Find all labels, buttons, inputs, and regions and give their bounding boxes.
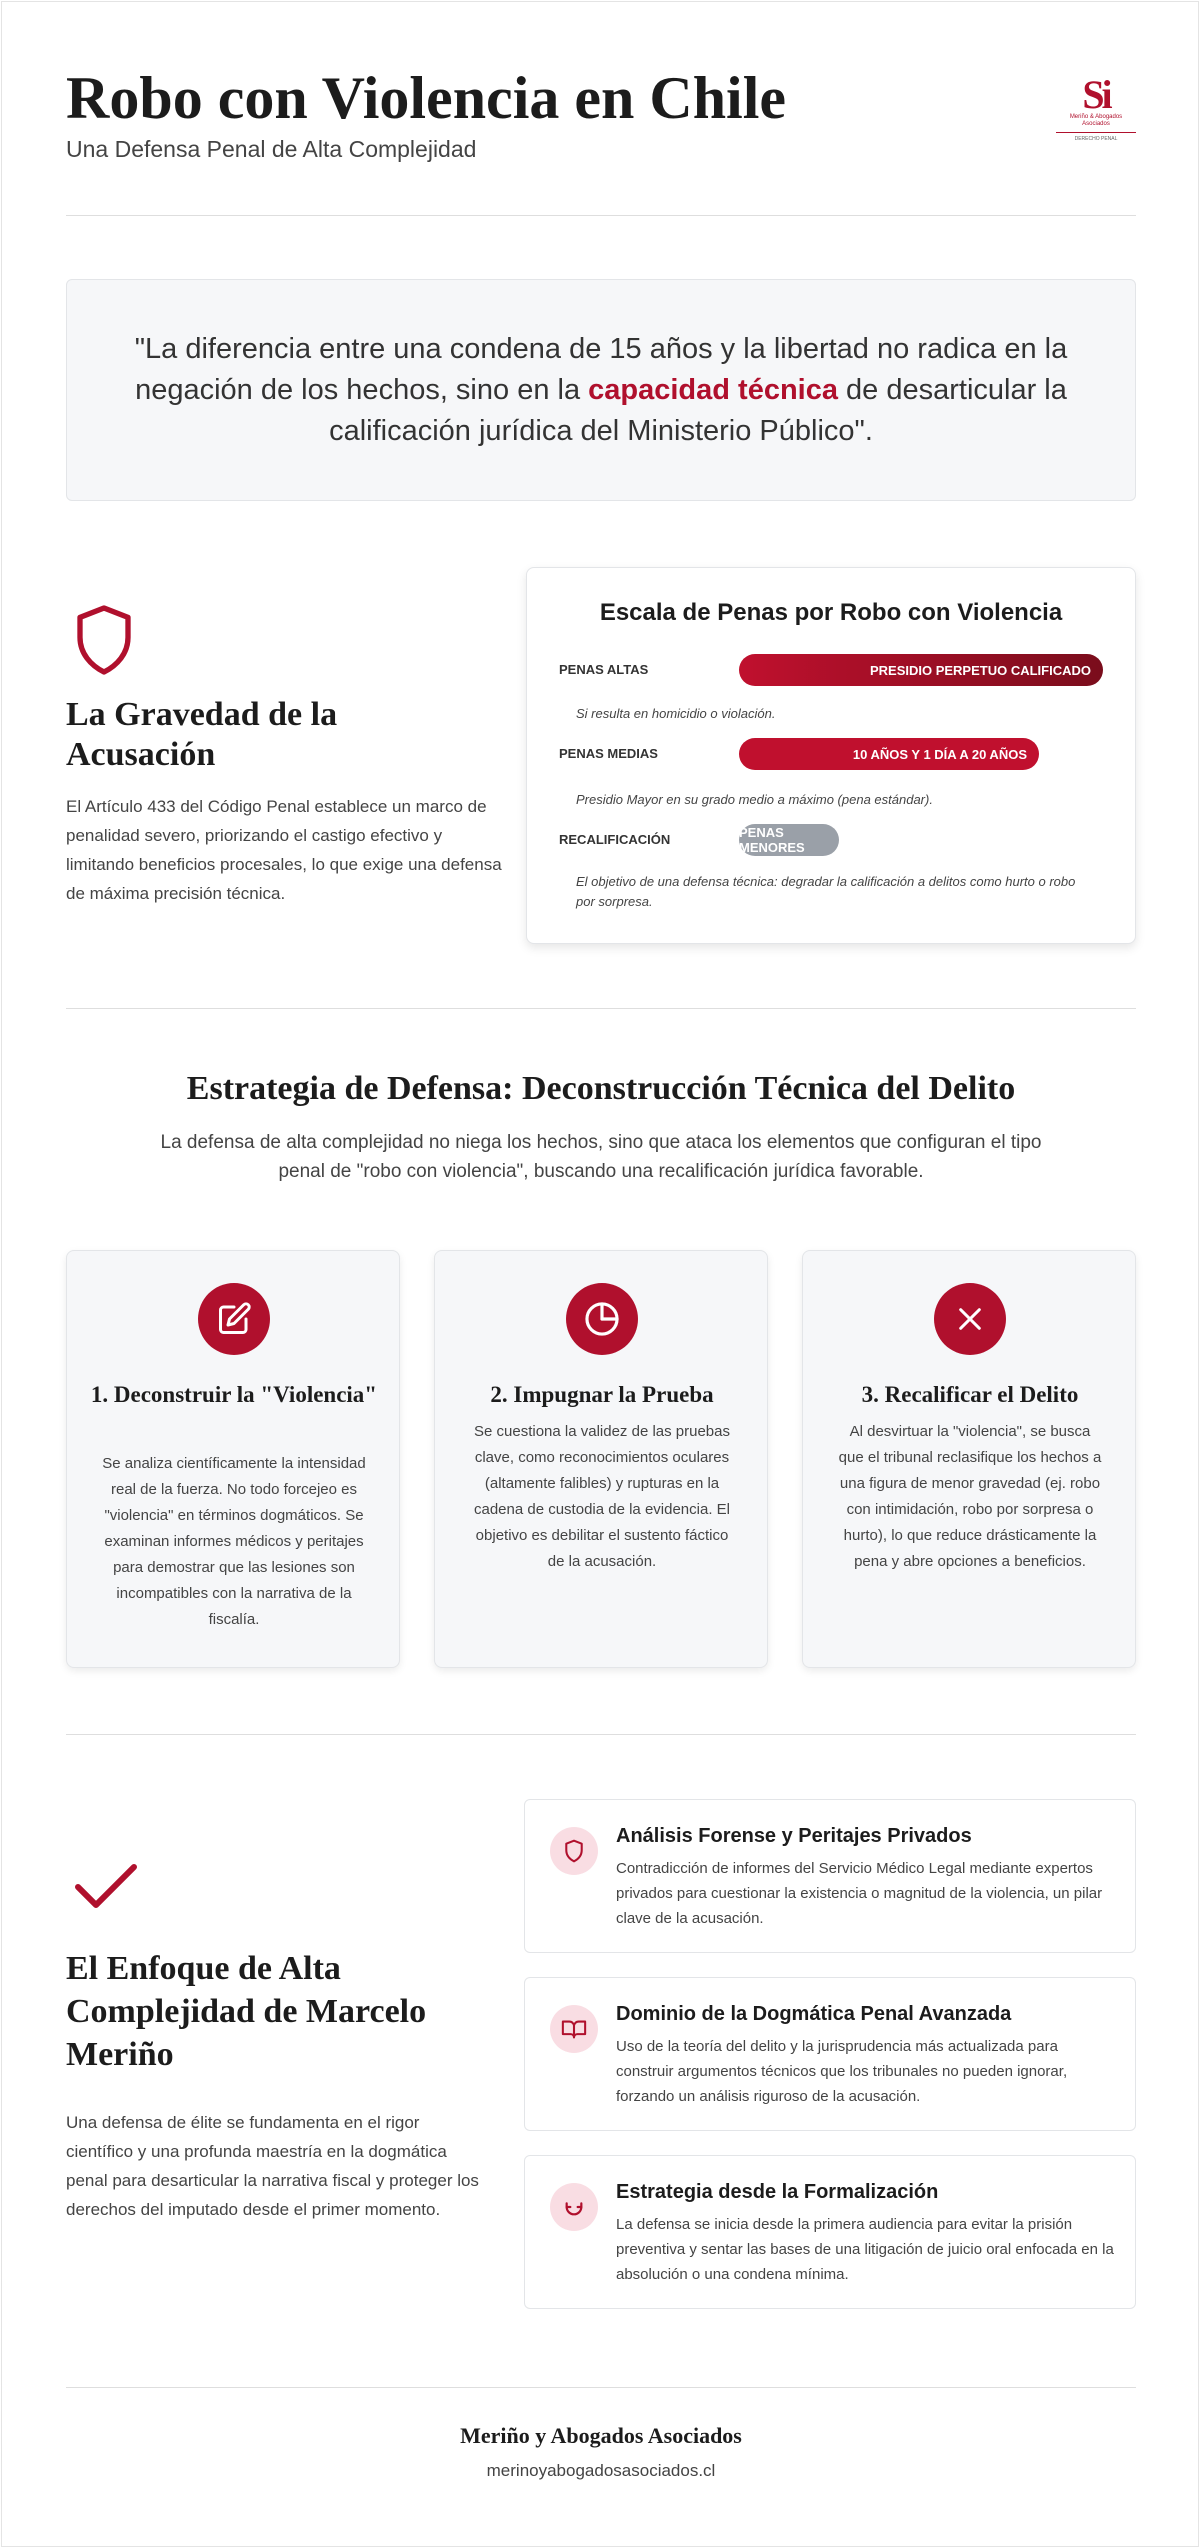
quote-box: [66, 279, 1136, 501]
quote-text: [107, 329, 1095, 452]
quote-after: de desarticular la calificación jurídica del Ministerio Público".: [329, 373, 1067, 447]
feature-card: [524, 1977, 1136, 2131]
pena-label: PENAS MEDIAS: [559, 746, 658, 761]
estrategia-title: Estrategia de Defensa: Deconstrucción Técnica del Delito: [186, 1070, 1016, 1107]
gravedad-text: El Artículo 433 del Código Penal establece un marco de penalidad severo, priorizando el castigo efectivo y limitando beneficios procesales, lo que exige una defensa de máxima precisión técnica.: [66, 797, 502, 903]
pena-note: Presidio Mayor en su grado medio a máximo (pena estándar).: [576, 792, 933, 807]
quote-highlight: capacidad técnica: [588, 373, 838, 406]
strategy-card-text: Se analiza científicamente la intensidad real de la fuerza. No todo forcejeo es "violencia" en términos dogmáticos. Se examinan informes médicos y peritajes para demostrar que las lesiones son incompatibles con la narrativa de la fiscalía.: [102, 1455, 366, 1628]
feature-title: Dominio de la Dogmática Penal Avanzada: [616, 2003, 1012, 2025]
logo-line-1: Meriño & Abogados: [1069, 114, 1123, 120]
x-icon: [934, 1283, 1006, 1355]
page-title: Robo con Violencia en Chile: [66, 65, 787, 131]
feature-text: Contradicción de informes del Servicio Médico Legal mediante expertos privados para cuestionar la existencia o magnitud de la violencia, un pilar clave de la acusación.: [616, 1860, 1103, 1927]
feature-text: Uso de la teoría del delito y la jurisprudencia más actualizada para construir argumentos técnicos que los tribunales no pueden ignorar, forzando un análisis riguroso de la acusación.: [616, 2038, 1068, 2105]
logo-mark: Si: [1082, 72, 1110, 117]
pena-bar: PENAS MENORES: [739, 824, 839, 856]
strategy-card-text: Se cuestiona la validez de las pruebas clave, como reconocimientos oculares (altamente falibles) y rupturas en la cadena de custodia de la evidencia. El objetivo es debilitar el sustento fáctico de la acusación.: [473, 1423, 730, 1570]
strategy-card-title: 1. Deconstruir la "Violencia": [90, 1382, 378, 1407]
strategy-card-text: Al desvirtuar la "violencia", se busca que el tribunal reclasifique los hechos a una figura de menor gravedad (ej. robo con intimidación, robo por sorpresa o hurto), lo que reduce drásticamente la pena y abre opciones a beneficios.: [838, 1423, 1102, 1570]
pena-bar: PRESIDIO PERPETUO CALIFICADO: [739, 654, 1103, 686]
feature-card: [524, 1799, 1136, 1953]
quote-before: "La diferencia entre una condena de 15 años y la libertad no radica en la negación de los hechos, sino en la: [134, 332, 1068, 406]
edit-icon: [198, 1283, 270, 1355]
estrategia-subtitle: La defensa de alta complejidad no niega los hechos, sino que ataca los elementos que configuran el tipo penal de "robo con violencia", buscando una recalificación jurídica favorable.: [160, 1132, 1042, 1182]
penas-card: [526, 567, 1136, 944]
pena-bar: 10 AÑOS Y 1 DÍA A 20 AÑOS: [739, 738, 1039, 770]
enfoque-title: El Enfoque de Alta Complejidad de Marcelo Meriño: [66, 1950, 427, 2073]
feature-card: [524, 2155, 1136, 2309]
logo-line-3: DERECHO PENAL: [1056, 132, 1136, 142]
strategy-card: [434, 1250, 768, 1668]
check-icon: [72, 1859, 140, 1915]
refresh-icon: [550, 2183, 598, 2231]
logo-line-2: Asociados: [1082, 121, 1110, 127]
pena-note: El objetivo de una defensa técnica: degradar la calificación a delitos como hurto o robo por sorpresa.: [576, 874, 1076, 909]
pena-label: RECALIFICACIÓN: [559, 832, 671, 847]
pena-note: Si resulta en homicidio o violación.: [576, 706, 776, 721]
feature-text: La defensa se inicia desde la primera audiencia para evitar la prisión preventiva y sentar las bases de una litigación de juicio oral enfocada en la absolución o una condena mínima.: [616, 2216, 1114, 2283]
page-subtitle: Una Defensa Penal de Alta Complejidad: [66, 136, 477, 162]
pie-chart-icon: [566, 1283, 638, 1355]
gravedad-title: La Gravedad de la Acusación: [66, 696, 338, 773]
footer-website-link[interactable]: merinoyabogadosasociados.cl: [486, 2461, 716, 2480]
page: [1, 1, 1199, 2547]
enfoque-text: Una defensa de élite se fundamenta en el rigor científico y una profunda maestría en la dogmática penal para desarticular la narrativa fiscal y proteger los derechos del imputado desde el primer momento.: [66, 2113, 479, 2219]
divider: [66, 2387, 1136, 2388]
firm-logo: [1056, 72, 1136, 142]
feature-title: Análisis Forense y Peritajes Privados: [616, 1825, 972, 1847]
penas-title: Escala de Penas por Robo con Violencia: [599, 599, 1063, 626]
feature-title: Estrategia desde la Formalización: [616, 2181, 939, 2203]
divider: [66, 1008, 1136, 1009]
strategy-card-title: 3. Recalificar el Delito: [861, 1382, 1079, 1407]
footer-firm-name: Meriño y Abogados Asociados: [460, 2423, 742, 2448]
strategy-card: [802, 1250, 1136, 1668]
book-icon: [550, 2005, 598, 2053]
header: [66, 66, 1136, 216]
strategy-card: [66, 1250, 400, 1668]
divider: [66, 1734, 1136, 1735]
shield-icon: [72, 602, 136, 678]
strategy-card-title: 2. Impugnar la Prueba: [490, 1382, 714, 1407]
shield-icon: [550, 1827, 598, 1875]
pena-label: PENAS ALTAS: [559, 662, 649, 677]
